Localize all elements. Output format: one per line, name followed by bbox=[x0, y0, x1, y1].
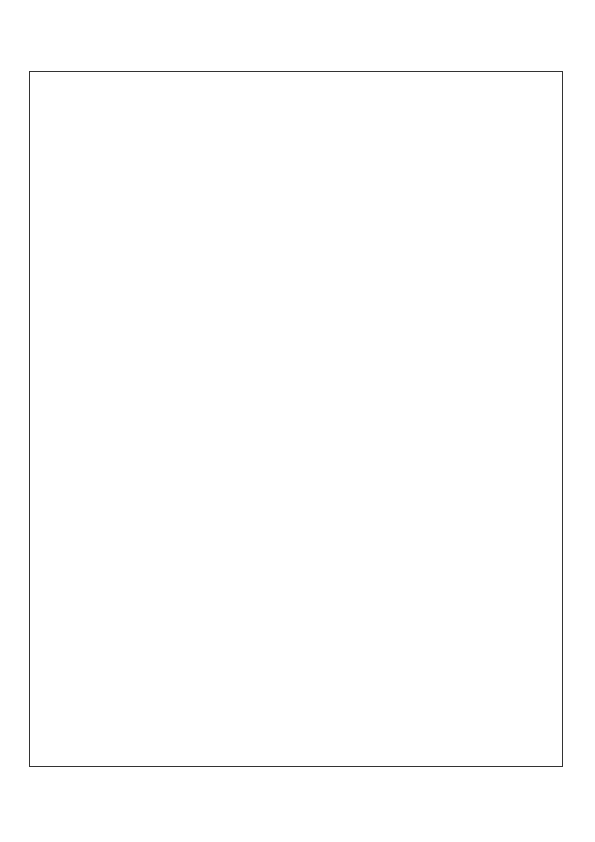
report-sheet bbox=[29, 71, 563, 767]
